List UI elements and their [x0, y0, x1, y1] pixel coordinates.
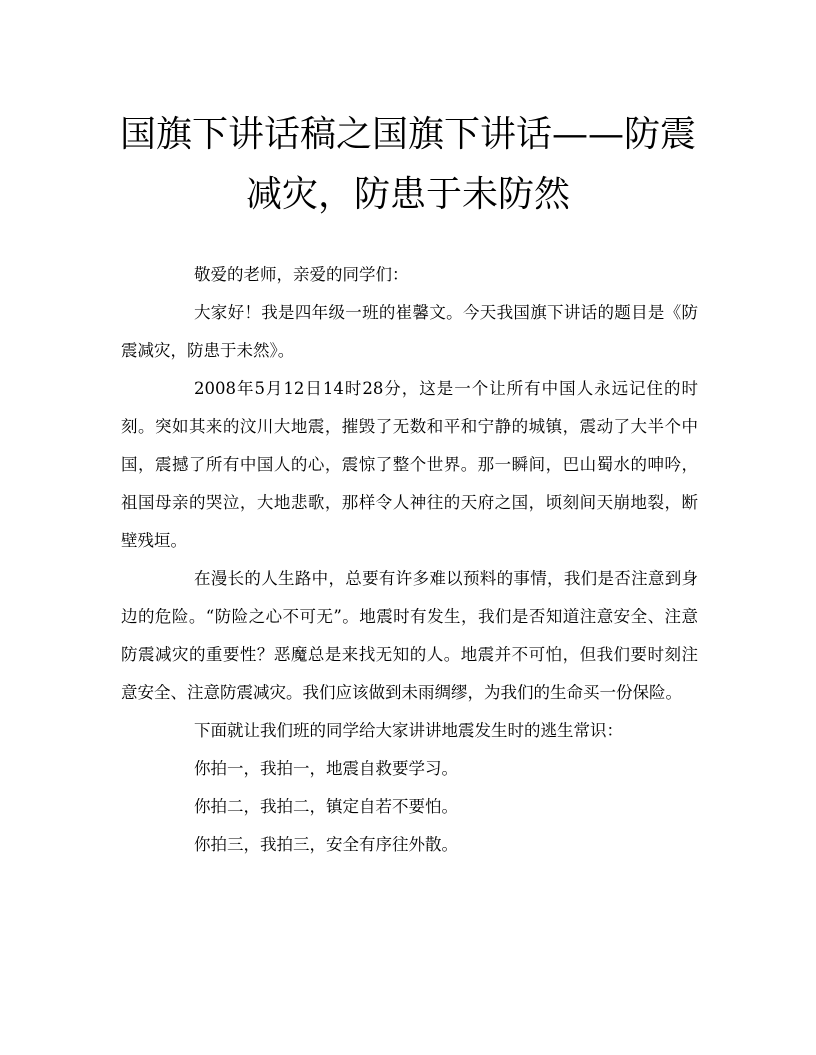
rhyme-line-3: 你拍三，我拍三，安全有序往外散。	[194, 835, 458, 854]
document-title-line-1: 国旗下讲话稿之国旗下讲话——防震	[119, 114, 696, 155]
safety-awareness-paragraph: 在漫长的人生路中，总要有许多难以预料的事情，我们是否注意到身边的危险。“防险之心不可无”。地震时有发生，我们是否知道注意安全、注意防震减灾的重要性？恶魔总是来找无知的人。地震并不可怕，但我们要时刻注意安全、注意防震减灾。我们应该做到未雨绸缪，为我们的生命买一份保险。	[121, 569, 698, 702]
escape-tips-intro-paragraph: 下面就让我们班的同学给大家讲讲地震发生时的逃生常识：	[194, 721, 623, 740]
rhyme-line-2: 你拍二，我拍二，镇定自若不要怕。	[194, 797, 458, 816]
document-title-line-2: 减灾，防患于未防然	[245, 174, 570, 215]
salutation-paragraph: 敬爱的老师，亲爱的同学们：	[194, 265, 409, 284]
earthquake-history-paragraph: 2008年5月12日14时28分，这是一个让所有中国人永远记住的时刻。突如其来的汶川大地震，摧毁了无数和平和宁静的城镇，震动了大半个中国，震撼了所有中国人的心，震惊了整个世界。那一瞬间，巴山蜀水的呻吟，祖国母亲的哭泣，大地悲歌，那样令人神往的天府之国，顷刻间天崩地裂，断壁残垣。	[121, 379, 698, 550]
rhyme-line-1: 你拍一，我拍一，地震自救要学习。	[194, 759, 458, 778]
document-body	[121, 256, 698, 864]
intro-paragraph: 大家好！我是四年级一班的崔馨文。今天我国旗下讲话的题目是《防震减灾，防患于未然》。	[121, 303, 698, 360]
